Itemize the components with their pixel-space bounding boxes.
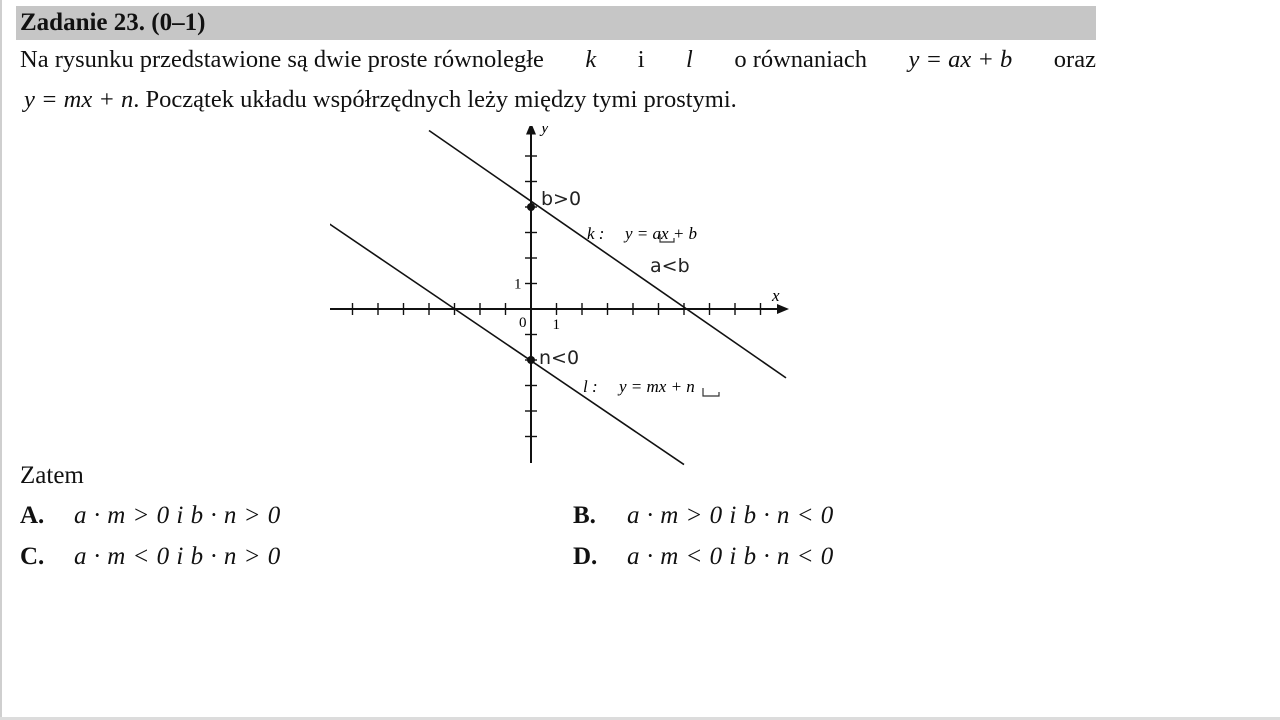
answer-a[interactable] [20, 502, 281, 530]
answer-c-expr: a · m < 0 i b · n > 0 [74, 543, 281, 570]
answer-d-expr: a · m < 0 i b · n < 0 [627, 543, 834, 570]
task-header [16, 6, 1096, 40]
handwritten-n-bracket [703, 388, 719, 396]
problem-statement [20, 40, 1096, 120]
line-l-symbol: l [686, 46, 693, 73]
line-k [429, 131, 786, 378]
line-k-symbol: k [585, 46, 597, 73]
y-tick-label: 1 [514, 276, 522, 293]
handwritten-a-note: a<b [650, 255, 690, 277]
line-l-equation: y = mx + n [619, 377, 695, 396]
equation-l: y = mx + n [24, 86, 134, 113]
line-k-name: k : [587, 224, 605, 243]
y-axis-label: y [541, 126, 549, 137]
answer-a-expr: a · m > 0 i b · n > 0 [74, 502, 281, 529]
answer-b-expr: a · m > 0 i b · n < 0 [627, 502, 834, 529]
problem-line-1 [20, 40, 1096, 80]
answer-c-letter: C. [20, 543, 45, 570]
handwritten-b-note: b>0 [541, 188, 582, 210]
problem-text-d: . Początek układu współrzędnych leży między tymi prostymi. [133, 86, 737, 113]
coordinate-figure [330, 126, 790, 476]
line-k-equation: y = ax + b [625, 224, 698, 243]
y-axis-arrow [526, 126, 536, 135]
answer-b[interactable] [573, 502, 834, 530]
answer-a-letter: A. [20, 502, 45, 529]
answer-d[interactable] [573, 543, 834, 571]
answer-c[interactable] [20, 543, 281, 571]
problem-text-a: Na rysunku przedstawione są dwie proste równoległe [20, 46, 544, 73]
origin-label: 0 [519, 315, 527, 331]
conjunction-i: i [637, 46, 645, 73]
zatem-label: Zatem [20, 462, 84, 489]
handwritten-n-note: n<0 [539, 347, 580, 369]
problem-text-b: o równaniach [734, 46, 867, 73]
task-title: Zadanie 23. (0–1) [20, 9, 206, 36]
x-axis-arrow [777, 304, 789, 314]
line-l [330, 222, 684, 464]
problem-text-c: oraz [1053, 46, 1096, 73]
intercept-point [527, 203, 535, 211]
page-left-border [0, 0, 2, 720]
x-tick-label: 1 [552, 317, 560, 333]
answer-d-letter: D. [573, 543, 598, 570]
answer-b-letter: B. [573, 502, 596, 529]
equation-k: y = ax + b [908, 46, 1013, 73]
line-l-name: l : [583, 377, 598, 396]
x-axis-label: x [772, 286, 780, 305]
intercept-point [527, 356, 535, 364]
coordinate-plot [330, 126, 790, 471]
problem-line-2 [20, 80, 1096, 120]
